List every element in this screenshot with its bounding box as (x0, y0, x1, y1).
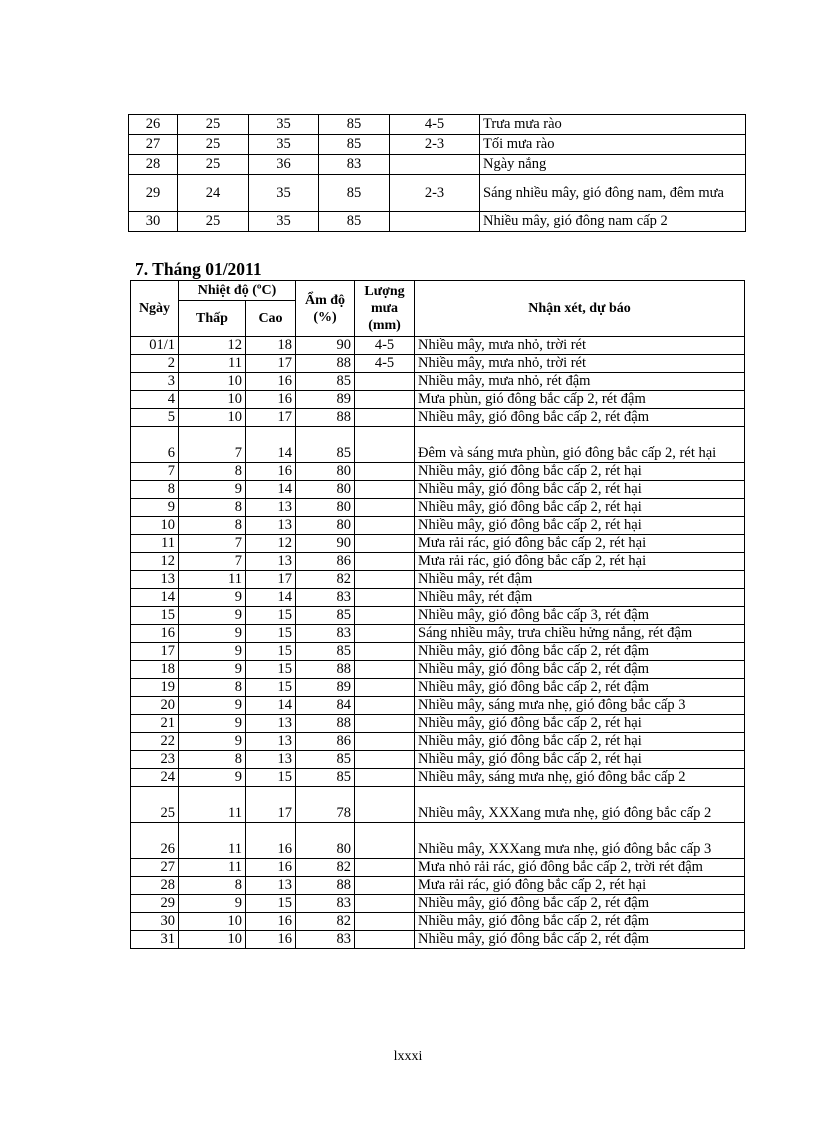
note-cell: Nhiều mây, gió đông bắc cấp 2, rét đậm (415, 643, 745, 661)
table-row (131, 769, 745, 787)
table-row (131, 517, 745, 535)
rainfall-cell (355, 823, 415, 859)
day-cell: 13 (131, 571, 179, 589)
table-row (131, 373, 745, 391)
humidity-cell: 83 (296, 895, 355, 913)
header-note: Nhận xét, dự báo (415, 281, 745, 337)
note-cell: Tối mưa rào (480, 135, 746, 155)
low-temp-cell: 10 (179, 409, 246, 427)
high-temp-cell: 16 (246, 931, 296, 949)
note-cell: Nhiều mây, gió đông bắc cấp 2, rét hại (415, 715, 745, 733)
high-temp-cell: 13 (246, 751, 296, 769)
low-temp-cell: 11 (179, 823, 246, 859)
note-cell: Nhiều mây, gió đông bắc cấp 2, rét đậm (415, 931, 745, 949)
day-cell: 23 (131, 751, 179, 769)
humidity-cell: 85 (296, 751, 355, 769)
high-temp-cell: 16 (246, 859, 296, 877)
low-temp-cell: 25 (178, 212, 249, 232)
rainfall-cell (355, 913, 415, 931)
high-temp-cell: 35 (249, 135, 319, 155)
humidity-cell: 82 (296, 571, 355, 589)
rainfall-cell (355, 733, 415, 751)
humidity-cell: 83 (296, 625, 355, 643)
page-number: lxxxi (393, 1049, 423, 1064)
day-cell: 6 (131, 427, 179, 463)
note-cell: Nhiều mây, sáng mưa nhẹ, gió đông bắc cấp 2 (415, 769, 745, 787)
note-cell: Sáng nhiều mây, trưa chiều hửng nắng, rét đậm (415, 625, 745, 643)
high-temp-cell: 35 (249, 212, 319, 232)
note-cell: Nhiều mây, gió đông bắc cấp 2, rét đậm (415, 661, 745, 679)
low-temp-cell: 9 (179, 895, 246, 913)
low-temp-cell: 9 (179, 733, 246, 751)
header-high: Cao (246, 301, 296, 337)
table-row (131, 643, 745, 661)
day-cell: 3 (131, 373, 179, 391)
humidity-cell: 80 (296, 517, 355, 535)
low-temp-cell: 9 (179, 643, 246, 661)
day-cell: 9 (131, 499, 179, 517)
humidity-cell: 84 (296, 697, 355, 715)
high-temp-cell: 35 (249, 115, 319, 135)
low-temp-cell: 9 (179, 625, 246, 643)
table-row (131, 751, 745, 769)
rainfall-cell (355, 787, 415, 823)
humidity-cell: 89 (296, 679, 355, 697)
note-cell: Nhiều mây, gió đông bắc cấp 2, rét hại (415, 751, 745, 769)
humidity-cell: 88 (296, 355, 355, 373)
table-row (129, 155, 746, 175)
table-row (131, 931, 745, 949)
table-row (131, 409, 745, 427)
high-temp-cell: 13 (246, 733, 296, 751)
humidity-cell: 80 (296, 823, 355, 859)
rainfall-cell: 4-5 (355, 355, 415, 373)
table-row (131, 679, 745, 697)
rainfall-cell (355, 877, 415, 895)
humidity-cell: 85 (296, 643, 355, 661)
note-cell: Đêm và sáng mưa phùn, gió đông bắc cấp 2, rét hại (415, 427, 745, 463)
low-temp-cell: 10 (179, 391, 246, 409)
rainfall-cell (355, 427, 415, 463)
day-cell: 4 (131, 391, 179, 409)
high-temp-cell: 16 (246, 913, 296, 931)
note-cell: Mưa rải rác, gió đông bắc cấp 2, rét hại (415, 535, 745, 553)
low-temp-cell: 11 (179, 571, 246, 589)
day-cell: 30 (131, 913, 179, 931)
high-temp-cell: 13 (246, 553, 296, 571)
day-cell: 20 (131, 697, 179, 715)
high-temp-cell: 15 (246, 895, 296, 913)
note-cell: Mưa rải rác, gió đông bắc cấp 2, rét hại (415, 877, 745, 895)
table-row (131, 463, 745, 481)
day-cell: 28 (129, 155, 178, 175)
day-cell: 25 (131, 787, 179, 823)
note-cell: Nhiều mây, gió đông nam cấp 2 (480, 212, 746, 232)
humidity-cell: 86 (296, 553, 355, 571)
humidity-cell: 89 (296, 391, 355, 409)
high-temp-cell: 15 (246, 661, 296, 679)
note-cell: Nhiều mây, mưa nhỏ, rét đậm (415, 373, 745, 391)
table-row (131, 535, 745, 553)
low-temp-cell: 9 (179, 589, 246, 607)
note-cell: Nhiều mây, sáng mưa nhẹ, gió đông bắc cấp 3 (415, 697, 745, 715)
day-cell: 15 (131, 607, 179, 625)
day-cell: 22 (131, 733, 179, 751)
low-temp-cell: 8 (179, 679, 246, 697)
low-temp-cell: 9 (179, 661, 246, 679)
rainfall-cell (355, 769, 415, 787)
humidity-cell: 85 (319, 212, 390, 232)
high-temp-cell: 14 (246, 589, 296, 607)
rainfall-cell (355, 643, 415, 661)
rainfall-cell: 4-5 (390, 115, 480, 135)
table-row (131, 697, 745, 715)
humidity-cell: 83 (296, 589, 355, 607)
note-cell: Trưa mưa rào (480, 115, 746, 135)
low-temp-cell: 25 (178, 135, 249, 155)
header-rainfall: Lượng mưa (mm) (355, 281, 415, 337)
table-row (131, 355, 745, 373)
table-row (131, 499, 745, 517)
high-temp-cell: 13 (246, 517, 296, 535)
day-cell: 29 (129, 175, 178, 212)
rainfall-cell (355, 895, 415, 913)
day-cell: 18 (131, 661, 179, 679)
table-row (129, 175, 746, 212)
day-cell: 19 (131, 679, 179, 697)
day-cell: 14 (131, 589, 179, 607)
low-temp-cell: 8 (179, 517, 246, 535)
rainfall-cell (355, 715, 415, 733)
humidity-cell: 88 (296, 409, 355, 427)
header-day: Ngày (131, 281, 179, 337)
rainfall-cell (355, 463, 415, 481)
table-row (131, 571, 745, 589)
note-cell: Nhiều mây, gió đông bắc cấp 2, rét đậm (415, 409, 745, 427)
note-cell: Nhiều mây, gió đông bắc cấp 2, rét hại (415, 517, 745, 535)
note-cell: Nhiều mây, mưa nhỏ, trời rét (415, 355, 745, 373)
rainfall-cell (355, 589, 415, 607)
high-temp-cell: 13 (246, 499, 296, 517)
low-temp-cell: 9 (179, 769, 246, 787)
note-cell: Nhiều mây, gió đông bắc cấp 2, rét đậm (415, 895, 745, 913)
low-temp-cell: 11 (179, 355, 246, 373)
table-row (129, 115, 746, 135)
low-temp-cell: 12 (179, 337, 246, 355)
low-temp-cell: 7 (179, 553, 246, 571)
day-cell: 26 (129, 115, 178, 135)
note-cell: Nhiều mây, gió đông bắc cấp 2, rét hại (415, 481, 745, 499)
humidity-cell: 78 (296, 787, 355, 823)
rainfall-cell (355, 535, 415, 553)
header-temperature: Nhiệt độ (ºC) (179, 281, 296, 301)
previous-month-table (128, 114, 746, 232)
table-row (131, 715, 745, 733)
day-cell: 01/1 (131, 337, 179, 355)
rainfall-cell (355, 751, 415, 769)
note-cell: Nhiều mây, rét đậm (415, 571, 745, 589)
table-row (131, 391, 745, 409)
high-temp-cell: 17 (246, 571, 296, 589)
rainfall-cell (355, 679, 415, 697)
note-cell: Nhiều mây, gió đông bắc cấp 2, rét đậm (415, 679, 745, 697)
day-cell: 31 (131, 931, 179, 949)
day-cell: 24 (131, 769, 179, 787)
humidity-cell: 86 (296, 733, 355, 751)
humidity-cell: 82 (296, 859, 355, 877)
high-temp-cell: 16 (246, 463, 296, 481)
rainfall-cell (355, 409, 415, 427)
low-temp-cell: 8 (179, 499, 246, 517)
table-row (131, 661, 745, 679)
day-cell: 7 (131, 463, 179, 481)
table-row (131, 895, 745, 913)
table-row (131, 787, 745, 823)
day-cell: 2 (131, 355, 179, 373)
high-temp-cell: 17 (246, 787, 296, 823)
rainfall-cell: 2-3 (390, 175, 480, 212)
high-temp-cell: 16 (246, 373, 296, 391)
day-cell: 8 (131, 481, 179, 499)
rainfall-cell (355, 391, 415, 409)
day-cell: 5 (131, 409, 179, 427)
humidity-cell: 90 (296, 535, 355, 553)
rainfall-cell (355, 517, 415, 535)
rainfall-cell (355, 625, 415, 643)
humidity-cell: 83 (296, 931, 355, 949)
high-temp-cell: 15 (246, 679, 296, 697)
rainfall-cell (355, 571, 415, 589)
low-temp-cell: 10 (179, 373, 246, 391)
high-temp-cell: 16 (246, 391, 296, 409)
high-temp-cell: 36 (249, 155, 319, 175)
rainfall-cell (390, 155, 480, 175)
high-temp-cell: 15 (246, 769, 296, 787)
note-cell: Nhiều mây, gió đông bắc cấp 3, rét đậm (415, 607, 745, 625)
table-row (129, 212, 746, 232)
humidity-cell: 85 (296, 769, 355, 787)
day-cell: 10 (131, 517, 179, 535)
low-temp-cell: 9 (179, 481, 246, 499)
day-cell: 21 (131, 715, 179, 733)
low-temp-cell: 7 (179, 427, 246, 463)
humidity-cell: 90 (296, 337, 355, 355)
note-cell: Nhiều mây, gió đông bắc cấp 2, rét đậm (415, 913, 745, 931)
humidity-cell: 88 (296, 877, 355, 895)
day-cell: 28 (131, 877, 179, 895)
high-temp-cell: 13 (246, 877, 296, 895)
table-row (131, 337, 745, 355)
high-temp-cell: 14 (246, 697, 296, 715)
humidity-cell: 80 (296, 481, 355, 499)
rainfall-cell (355, 859, 415, 877)
low-temp-cell: 10 (179, 913, 246, 931)
section-title: 7. Tháng 01/2011 (135, 259, 262, 279)
humidity-cell: 88 (296, 715, 355, 733)
low-temp-cell: 9 (179, 715, 246, 733)
low-temp-cell: 25 (178, 115, 249, 135)
humidity-cell: 85 (319, 175, 390, 212)
rainfall-cell: 2-3 (390, 135, 480, 155)
low-temp-cell: 8 (179, 751, 246, 769)
rainfall-cell (355, 931, 415, 949)
high-temp-cell: 17 (246, 409, 296, 427)
day-cell: 27 (131, 859, 179, 877)
low-temp-cell: 8 (179, 877, 246, 895)
low-temp-cell: 11 (179, 859, 246, 877)
note-cell: Ngày nắng (480, 155, 746, 175)
january-table-body (131, 337, 745, 949)
high-temp-cell: 15 (246, 625, 296, 643)
day-cell: 16 (131, 625, 179, 643)
note-cell: Sáng nhiều mây, gió đông nam, đêm mưa (480, 175, 746, 212)
note-cell: Mưa rải rác, gió đông bắc cấp 2, rét hại (415, 553, 745, 571)
note-cell: Nhiều mây, gió đông bắc cấp 2, rét hại (415, 733, 745, 751)
table-row (131, 589, 745, 607)
note-cell: Nhiều mây, gió đông bắc cấp 2, rét hại (415, 463, 745, 481)
rainfall-cell (390, 212, 480, 232)
table-row (131, 553, 745, 571)
low-temp-cell: 8 (179, 463, 246, 481)
table-row (131, 823, 745, 859)
humidity-cell: 82 (296, 913, 355, 931)
table-row (131, 607, 745, 625)
note-cell: Nhiều mây, XXXang mưa nhẹ, gió đông bắc cấp 3 (415, 823, 745, 859)
note-cell: Nhiều mây, gió đông bắc cấp 2, rét hại (415, 499, 745, 517)
day-cell: 29 (131, 895, 179, 913)
high-temp-cell: 16 (246, 823, 296, 859)
rainfall-cell (355, 553, 415, 571)
high-temp-cell: 18 (246, 337, 296, 355)
humidity-cell: 85 (296, 427, 355, 463)
low-temp-cell: 11 (179, 787, 246, 823)
high-temp-cell: 17 (246, 355, 296, 373)
day-cell: 12 (131, 553, 179, 571)
humidity-cell: 85 (296, 373, 355, 391)
high-temp-cell: 15 (246, 607, 296, 625)
day-cell: 27 (129, 135, 178, 155)
table-row (131, 859, 745, 877)
humidity-cell: 85 (319, 115, 390, 135)
high-temp-cell: 13 (246, 715, 296, 733)
low-temp-cell: 10 (179, 931, 246, 949)
high-temp-cell: 12 (246, 535, 296, 553)
high-temp-cell: 35 (249, 175, 319, 212)
humidity-cell: 85 (296, 607, 355, 625)
note-cell: Mưa nhỏ rải rác, gió đông bắc cấp 2, trời rét đậm (415, 859, 745, 877)
low-temp-cell: 24 (178, 175, 249, 212)
high-temp-cell: 14 (246, 427, 296, 463)
rainfall-cell (355, 499, 415, 517)
table-row (131, 877, 745, 895)
humidity-cell: 85 (319, 135, 390, 155)
low-temp-cell: 9 (179, 607, 246, 625)
note-cell: Nhiều mây, mưa nhỏ, trời rét (415, 337, 745, 355)
day-cell: 11 (131, 535, 179, 553)
low-temp-cell: 25 (178, 155, 249, 175)
rainfall-cell: 4-5 (355, 337, 415, 355)
header-humidity: Ẩm độ (%) (296, 281, 355, 337)
high-temp-cell: 15 (246, 643, 296, 661)
low-temp-cell: 9 (179, 697, 246, 715)
january-weather-table (130, 280, 745, 949)
note-cell: Nhiều mây, rét đậm (415, 589, 745, 607)
rainfall-cell (355, 697, 415, 715)
table-row (129, 135, 746, 155)
day-cell: 30 (129, 212, 178, 232)
low-temp-cell: 7 (179, 535, 246, 553)
note-cell: Mưa phùn, gió đông bắc cấp 2, rét đậm (415, 391, 745, 409)
day-cell: 17 (131, 643, 179, 661)
table-row (131, 625, 745, 643)
humidity-cell: 80 (296, 463, 355, 481)
day-cell: 26 (131, 823, 179, 859)
humidity-cell: 83 (319, 155, 390, 175)
humidity-cell: 80 (296, 499, 355, 517)
header-low: Thấp (179, 301, 246, 337)
humidity-cell: 88 (296, 661, 355, 679)
table-row (131, 427, 745, 463)
table-row (131, 481, 745, 499)
rainfall-cell (355, 373, 415, 391)
note-cell: Nhiều mây, XXXang mưa nhẹ, gió đông bắc cấp 2 (415, 787, 745, 823)
table-row (131, 733, 745, 751)
rainfall-cell (355, 661, 415, 679)
rainfall-cell (355, 607, 415, 625)
high-temp-cell: 14 (246, 481, 296, 499)
table-row (131, 913, 745, 931)
rainfall-cell (355, 481, 415, 499)
